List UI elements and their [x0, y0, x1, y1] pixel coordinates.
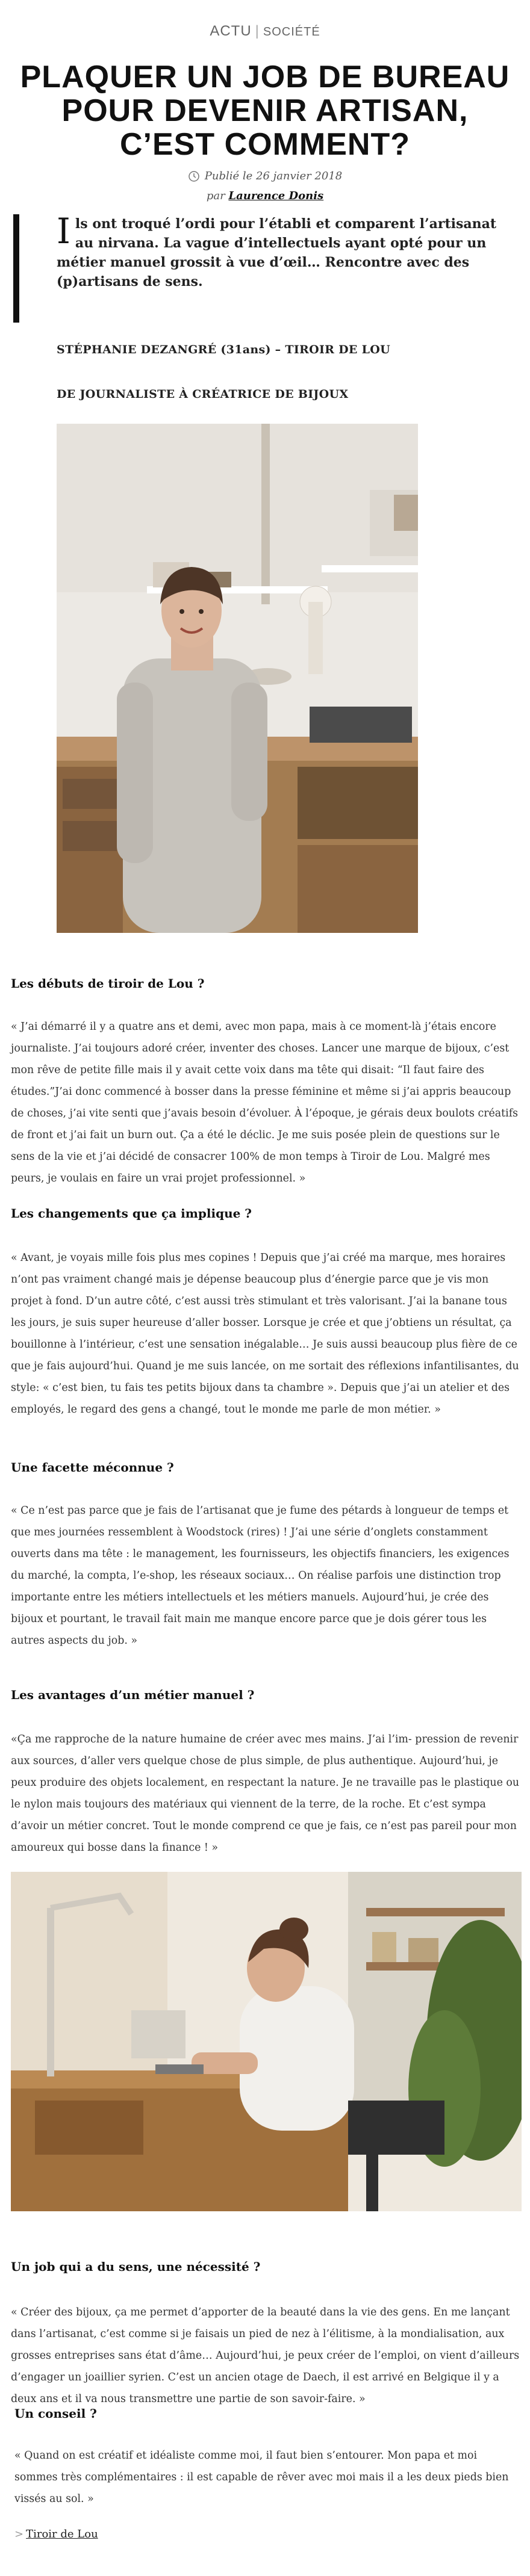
workshop-illustration: [11, 1872, 522, 2211]
tiroir-de-lou-link[interactable]: Tiroir de Lou: [26, 2528, 98, 2540]
section-title: Une facette méconnue ?: [11, 1460, 174, 1475]
section-paragraph: « J’ai démarré il y a quatre ans et demi, avec mon papa, mais à ce moment-là j’étais encore journaliste. J’ai toujours adoré créer, inventer des choses. Lancer une marque de bijoux, c’est mon rêve de petite fille mais il y avait cette voix dans ma tête qui disait: “Il faut faire des études.”J’ai donc commencé à bosser dans la presse féminine et même si j’ai appris beaucoup de choses, j’ai vite senti que j’avais besoin d’évoluer. À l’époque, je gérais deux boulots créatifs de front et j’ai fait un burn out. Ça a été le déclic. Je me suis posée plein de questions sur le sens de la vie et j’ai décidé de consacrer 100% de mon temps à Tiroir de Lou. Malgré mes peurs, je voulais en faire un vrai projet professionnel. »: [11, 1021, 519, 1184]
interviewee-byline: STÉPHANIE DEZANGRÉ (31ans) – TIROIR DE LOU: [57, 343, 391, 356]
interviewee-role: DE JOURNALISTE À CRÉATRICE DE BIJOUX: [57, 388, 349, 401]
article-title: PLAQUER UN JOB DE BUREAU POUR DEVENIR ARTISAN, C’EST COMMENT?: [20, 60, 510, 162]
section-title: Les changements que ça implique ?: [11, 1206, 252, 1221]
section-paragraph: «Ça me rapproche de la nature humaine de créer avec mes mains. J’ai l’im- pression de revenir aux sources, d’aller vers quelque chose de plus simple, de plus authentique. Aujourd’hui, je peux produire des objets localement, en respectant la nature. Je ne travaille pas le plastique ou le nylon mais toujours des matériaux qui viennent de la terre, de la roche. Et c’est sympa d’avoir un métier concret. Tout le monde comprend ce que je fais, ce n’est pas pareil pour mon amoureux qui bosse dans la finance ! »: [11, 1733, 520, 1854]
drop-cap: I: [57, 211, 70, 252]
lead-paragraph: [13, 211, 517, 291]
section-paragraph: « Ce n’est pas parce que je fais de l’artisanat que je fume des pétards à longueur de temps et que mes journées ressemblent à Woodstock (rires) ! J’ai une série d’onglets constamment ouverts dans ma tête : le management, les fournisseurs, les objectifs financiers, les exigences du marché, la compta, l’e-shop, les réseaux sociaux… On réalise parfois une distinction trop importante entre les métiers intellectuels et les métiers manuels. Aujourd’hui, je crée des bijoux et pourtant, le travail fait main me manque encore parce que je dois gérer tous les autres aspects du job. »: [11, 1505, 510, 1647]
section-title: Les débuts de tiroir de Lou ?: [11, 976, 205, 991]
portrait-illustration: [57, 424, 418, 933]
external-link: [14, 2528, 98, 2540]
clock-icon: [188, 170, 200, 182]
section-title: Un conseil ?: [14, 2406, 97, 2421]
article-meta: [0, 170, 530, 202]
section-title: Un job qui a du sens, une nécessité ?: [11, 2259, 261, 2274]
section-paragraph: « Avant, je voyais mille fois plus mes copines ! Depuis que j’ai créé ma marque, mes horaires n’ont pas vraiment changé mais je dépense beaucoup plus d’énergie parce que je vis mon projet à fond. D’un autre côté, c’est aussi très stimulant et très valorisant. J’ai la banane tous les jours, je suis super heureuse d’aller bosser. Lorsque je crée et que j’obtiens un résultat, ça bouillonne à l’intérieur, c’est une sensation inégalable… Je suis aussi beaucoup plus fière de ce que je fais aujourd’hui. Quand je me suis lancée, on me sortait des réflexions infantilisantes, du style: « c’est bien, tu fais tes petits bijoux dans ta chambre ». Depuis que j’ai un atelier et des employés, le regard des gens a changé, tout le monde me parle de mon métier. »: [11, 1252, 519, 1416]
breadcrumb-separator: |: [255, 23, 260, 39]
lead-text: ls ont troqué l’ordi pour l’établi et comparent l’artisanat au nirvana. La vague d’intellectuels ayant opté pour un métier manuel grossit à vue d’œil… Rencontre avec des (p)artisans de sens.: [57, 216, 497, 289]
portrait-photo: [57, 424, 418, 933]
lead-accent-bar: [13, 214, 19, 323]
section-paragraph: « Créer des bijoux, ça me permet d’apporter de la beauté dans la vie des gens. En me lançant dans l’artisanat, c’est comme si je faisais un pied de nez à l’élitisme, à la mondialisation, aux grosses entreprises sans état d’âme… Aujourd’hui, je peux créer de l’emploi, on vient d’ailleurs d’engager un joaillier syrien. C’est un ancien otage de Daech, il est arrivé en Belgique il y a deux ans et il va nous transmettre une partie de son savoir-faire. »: [11, 2306, 520, 2405]
section-paragraph: « Quand on est créatif et idéaliste comme moi, il faut bien s’entourer. Mon papa et moi sommes très complémentaires : il est capable de rêver avec moi mais il a les deux pieds bien vissés au sol. »: [14, 2450, 509, 2505]
category-link[interactable]: ACTU: [210, 23, 252, 39]
section-title: Les avantages d’un métier manuel ?: [11, 1688, 255, 1702]
publish-date: Publié le 26 janvier 2018: [204, 170, 343, 182]
by-label: par: [206, 190, 225, 202]
author-link[interactable]: Laurence Donis: [228, 190, 324, 202]
subcategory-link[interactable]: SOCIÉTÉ: [263, 25, 320, 39]
chevron-right-icon: >: [14, 2528, 24, 2540]
category-breadcrumb: [0, 23, 530, 40]
workshop-photo: [11, 1872, 522, 2211]
